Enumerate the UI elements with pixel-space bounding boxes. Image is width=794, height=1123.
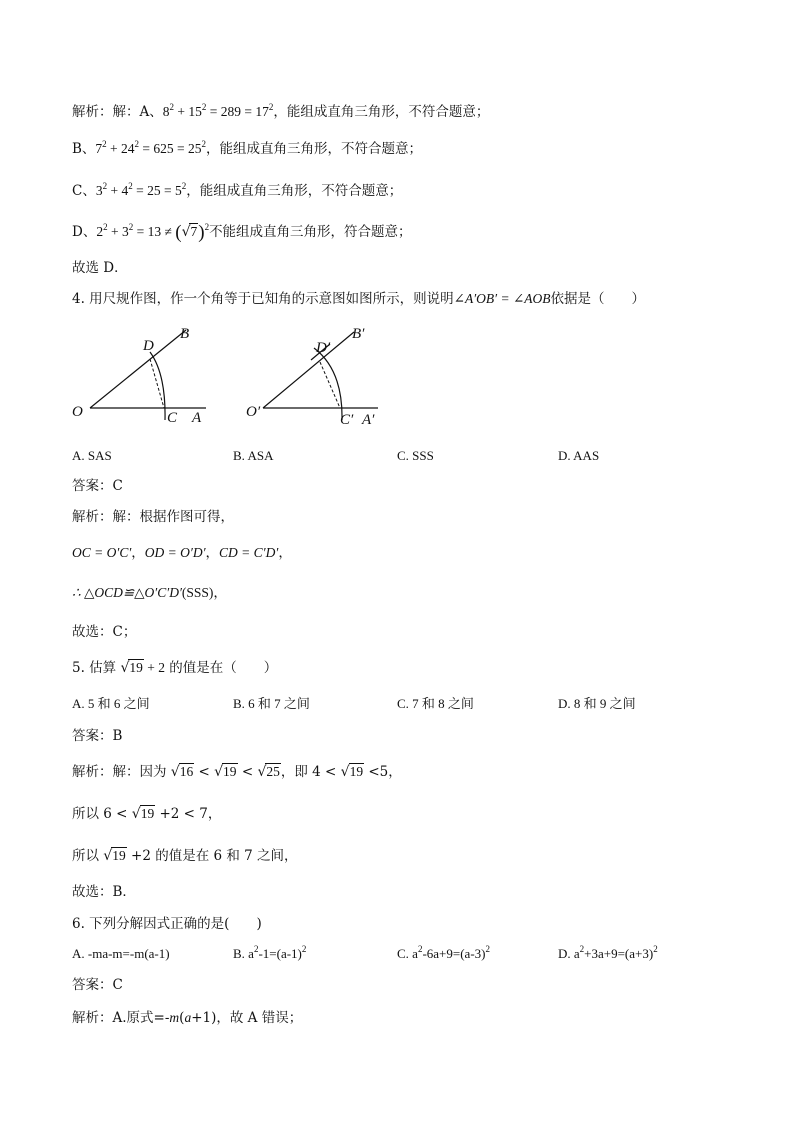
- q4-option-a[interactable]: A. SAS: [72, 448, 112, 463]
- q3-c-equation: $3^2 + 4^2 = 25 = 5^2$: [95, 181, 187, 198]
- q6-stem: 6. 下列分解因式正确的是( ): [72, 916, 262, 932]
- q4-stem-text: 4. 用尺规作图，作一个角等于已知角的示意图如图所示，则说明: [72, 291, 454, 307]
- q5-analysis: 解析：解：因为 √16 < √19 < √25，即 4 < √19 <5，: [72, 764, 402, 780]
- q3-b-suffix: ，能组成直角三角形，不符合题意；: [206, 141, 423, 157]
- original-angle: [72, 326, 206, 426]
- q5-option-c[interactable]: C. 7 和 8 之间: [397, 696, 474, 711]
- q4-congruence: ∴ △OCD≌△O′C′D′(SSS)，: [72, 585, 227, 600]
- q3-d-prefix: D、: [72, 224, 97, 240]
- label-o2: O′: [246, 404, 261, 420]
- q6-option-d[interactable]: D. $a^2+3a+9=(a+3)^2$: [558, 944, 658, 961]
- q5-line2: 所以 6 < √19 +2 < 7，: [72, 806, 222, 822]
- q6-analysis: 解析：A.原式=-m(a+1)，故 A 错误；: [72, 1010, 303, 1026]
- q3-a-prefix: 解析：解：A、: [72, 104, 163, 120]
- q3-b-prefix: B、: [72, 141, 96, 157]
- q3-c-suffix: ，能组成直角三角形，不符合题意；: [186, 183, 403, 199]
- q6-option-b[interactable]: B. $a^2-1=(a-1)^2$: [233, 944, 307, 961]
- q5-option-b[interactable]: B. 6 和 7 之间: [233, 696, 310, 711]
- q4-answer: 答案：C: [72, 478, 123, 494]
- q4-conclusion: 故选：C；: [72, 624, 137, 640]
- q5-answer: 答案：B: [72, 728, 123, 744]
- arc-cd: [150, 352, 165, 420]
- q4-equalities: OC = O′C′，OD = O′D′，CD = C′D′，: [72, 545, 292, 560]
- label-a: A: [192, 410, 202, 426]
- label-c2: C′: [340, 412, 354, 428]
- label-b2: B′: [352, 326, 365, 342]
- q6-option-a[interactable]: A. -ma-m=-m(a-1): [72, 946, 170, 961]
- q4-option-c[interactable]: C. SSS: [397, 448, 434, 463]
- q3-a-suffix: ，能组成直角三角形，不符合题意；: [273, 104, 490, 120]
- segment-c2d2: [320, 362, 340, 408]
- q4-figure: [68, 322, 388, 432]
- q3-a-equation: $8^2 + 15^2 = 289 = 17^2$: [162, 102, 274, 119]
- label-o: O: [72, 404, 83, 420]
- q4-stem: [72, 289, 645, 309]
- q3-b-equation: $7^2 + 24^2 = 625 = 25^2$: [95, 139, 207, 156]
- q3-c-prefix: C、: [72, 183, 96, 199]
- q3-conclusion: 故选 D．: [72, 260, 128, 276]
- q6-option-c[interactable]: C. $a^2-6a+9=(a-3)^2$: [397, 944, 490, 961]
- q4-analysis: 解析：解：根据作图可得，: [72, 509, 234, 525]
- arc-c2d2: [314, 348, 342, 420]
- label-d2: D′: [316, 340, 331, 356]
- label-b: B: [180, 326, 190, 342]
- q5-option-d[interactable]: D. 8 和 9 之间: [558, 696, 636, 711]
- q5-option-a[interactable]: A. 5 和 6 之间: [72, 696, 150, 711]
- q3-analysis-a: [72, 102, 489, 122]
- q3-analysis-d: [72, 222, 412, 243]
- q3-d-equation: $2^2 + 3^2 = 13 \ne (√7)^2$: [96, 222, 210, 243]
- q4-option-d[interactable]: D. AAS: [558, 448, 600, 463]
- q6-answer: 答案：C: [72, 977, 123, 993]
- copied-angle: [246, 326, 378, 428]
- q3-d-suffix: 不能组成直角三角形，符合题意；: [209, 224, 412, 240]
- q5-conclusion: 故选：B．: [72, 884, 136, 900]
- q5-stem: 5. 估算 √19 + 2 的值是在（ ）: [72, 660, 278, 676]
- label-c: C: [167, 410, 178, 426]
- q3-analysis-c: [72, 181, 402, 201]
- q4-stem-math: ∠A′OB′ = ∠AOB: [453, 291, 551, 306]
- q3-analysis-b: [72, 139, 422, 159]
- q4-option-b[interactable]: B. ASA: [233, 448, 274, 463]
- q5-line3: 所以 √19 +2 的值是在 6 和 7 之间，: [72, 848, 298, 864]
- q4-stem-end: 依据是（ ）: [550, 291, 646, 307]
- ray-ob: [90, 330, 186, 408]
- label-a2: A′: [362, 412, 375, 428]
- label-d: D: [143, 338, 154, 354]
